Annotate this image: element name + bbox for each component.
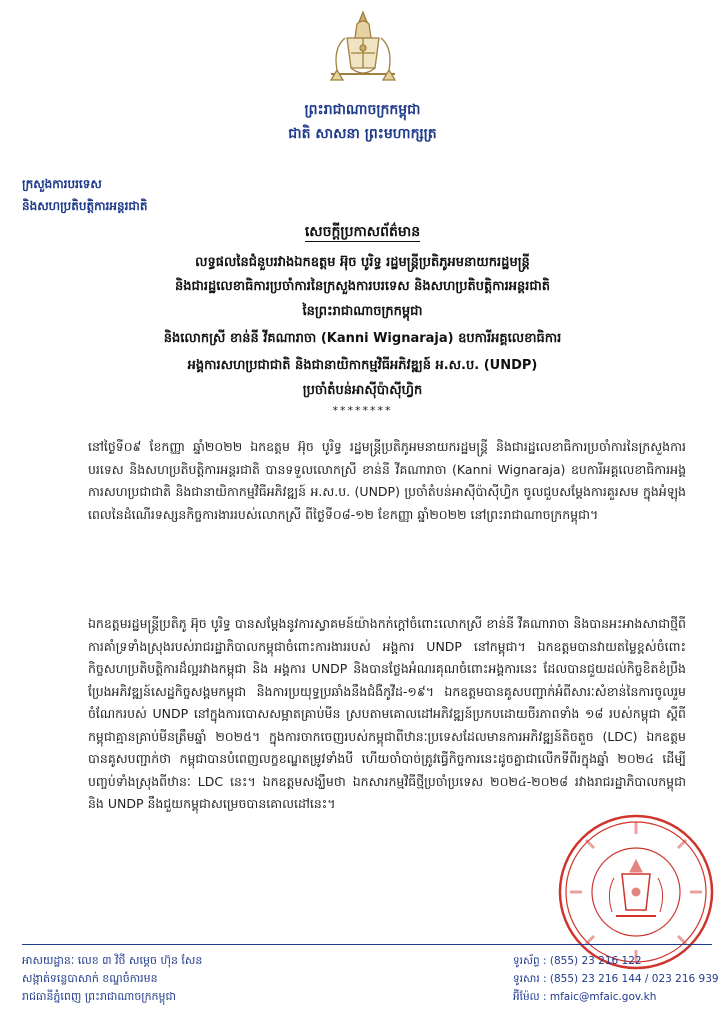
- email-address[interactable]: អ៊ីម៉ែល : mfaic@mfaic.gov.kh: [513, 991, 657, 1003]
- body-paragraph-1: នៅថ្ងៃទី០៩ ខែកញ្ញា ឆ្នាំ២០២២ ឯកឧត្តម អ៊ុច បូរិទ្ធ រដ្ឋមន្ត្រីប្រតិភូអមនាយករដ្ឋមន្ត្រី និងជារដ្ឋលេខាធិការប្រចាំការនៃក្រសួងការបរទេស និងសហប្រតិបត្តិការអន្តរជាតិ បានទទួលលោកស្រី ខាន់នី វីគណារាចា (Kanni Wignaraja) ឧបការីអគ្គលេខាធិការអង្គការសហប្រជាជាតិ និងជានាយិកាកម្មវិធីអភិវឌ្ឍន៍ អ.ស.ប. (UNDP) ប្រចាំតំបន់អាស៊ីប៉ាស៊ីហ្វិក ចូលជួបសម្តែងការគួរសម ក្នុងអំឡុងពេលនៃដំណើរទស្សនកិច្ចការងាររបស់លោកស្រី ពីថ្ងៃទី០៨-១២ ខែកញ្ញា ឆ្នាំ២០២២ នៅព្រះរាជាណាចក្រកម្ពុជា។: [88, 439, 686, 522]
- document-heading: [60, 222, 665, 243]
- kingdom-title: ព្រះរាជាណាចក្រកម្ពុជា: [304, 102, 421, 118]
- address-line-3: រាជធានីភ្នំពេញ ព្រះរាជាណាចក្រកម្ពុជា: [22, 990, 176, 1003]
- title-line-4: និងលោកស្រី ខាន់នី វីគណារាចា (Kanni Wignaraja) ឧបការីអគ្គលេខាធិការ: [163, 331, 562, 346]
- document-heading-text: សេចក្តីប្រកាសព័ត៌មាន: [304, 224, 421, 240]
- title-line-2: និងជារដ្ឋលេខាធិការប្រចាំការនៃក្រសួងការបរទេស និងសហប្រតិបត្តិការអន្តរជាតិ: [174, 279, 551, 294]
- title-line-1: លទ្ធផលនៃជំនួបរវាងឯកឧត្តម អ៊ុច បូរិទ្ធ រដ្ឋមន្ត្រីប្រតិភូអមនាយករដ្ឋមន្ត្រី: [195, 255, 530, 270]
- footer-address: [22, 952, 202, 1006]
- fax-number: ទូរសារ : (855) 23 216 144 / 023 216 939: [513, 973, 719, 985]
- national-motto: ជាតិ សាសនា ព្រះមហាក្សត្រ: [288, 126, 437, 142]
- body-paragraph-2: ឯកឧត្តមរដ្ឋមន្ត្រីប្រតិភូ អ៊ុច បូរិទ្ធ បានសម្តែងនូវការស្វាគមន៍យ៉ាងកក់ក្តៅចំពោះលោកស្រី ខាន់នី វីគណារាចា និងបានអះអាងសាជាថ្មីពីការគាំទ្រទាំងស្រុងរបស់រាជរដ្ឋាភិបាលកម្ពុជាចំពោះការងាររបស់ អង្គការ UNDP នៅកម្ពុជា។ ឯកឧត្តមបានវាយតម្លៃខ្ពស់ចំពោះកិច្ចសហប្រតិបត្តិការដ៏ល្អរវាងកម្ពុជា និង អង្គការ UNDP និងបានថ្លែងអំណរគុណចំពោះអង្គការនេះ ដែលបានជួយដល់កិច្ចខិតខំប្រឹងប្រែងអភិវឌ្ឍន៍សេដ្ឋកិច្ចសង្គមកម្ពុជា និងការប្រយុទ្ធប្រឆាំងនឹងជំងឺកូវីដ-១៩។ ឯកឧត្តមបានគូសបញ្ជាក់អំពីសារៈសំខាន់នៃការចូលរួមចំណែករបស់ UNDP នៅក្នុងការបោសសម្អាតគ្រាប់មីន ស្របតាមគោលដៅអភិវឌ្ឍន៍ប្រកបដោយចីរភាពទាំង ១៨ របស់កម្ពុជា ស្តីពីកម្ពុជាគ្មានគ្រាប់មីនត្រឹមឆ្នាំ ២០២៥។ ក្នុងការចាកចេញរបស់កម្ពុជាពីឋានៈប្រទេសដែលមានការអភិវឌ្ឍន៍តិចតួច (LDC) ឯកឧត្តមបានគូសបញ្ជាក់ថា កម្ពុជាបានបំពេញលក្ខខណ្ឌតម្រូវទាំងបី ហើយចាំបាច់ត្រូវធ្វើកិច្ចការនេះដូចគ្នាជាលើកទីពីរក្នុងឆ្នាំ ២០២៤ ដើម្បីបញ្ចប់ទាំងស្រុងពីឋានៈ LDC នេះ។ ឯកឧត្តមសង្ឃឹមថា ឯកសារកម្មវិធីថ្មីប្រចាំប្រទេស ២០២៤-២០២៨ រវាងរាជរដ្ឋាភិបាលកម្ពុជា និង UNDP នឹងជួយកម្ពុជាសម្រេចបានគោលដៅនេះ។: [88, 616, 686, 811]
- title-separator: ********: [332, 404, 393, 417]
- address-line-2: សង្កាត់ទន្លេបាសាក់ ខណ្ឌចំការមន: [22, 972, 158, 985]
- ministry-name-continued: និងសហប្រតិបត្តិការអន្តរជាតិ: [22, 199, 148, 213]
- footer-divider: [22, 944, 712, 945]
- title-line-6: ប្រចាំតំបន់អាស៊ីប៉ាស៊ីហ្វិក: [302, 383, 423, 398]
- footer-contact: [513, 952, 719, 1006]
- royal-emblem-icon: [317, 8, 409, 88]
- phone-number: ទូរស័ព្ទ : (855) 23 216 122: [513, 955, 642, 967]
- title-line-5: អង្គការសហប្រជាជាតិ និងជានាយិកាកម្មវិធីអភិវឌ្ឍន៍ អ.ស.ប. (UNDP): [187, 358, 538, 373]
- ministry-name: ក្រសួងការបរទេស: [22, 177, 102, 191]
- title-line-3: នៃព្រះរាជាណាចក្រកម្ពុជា: [302, 304, 423, 319]
- official-seal-icon: [556, 812, 716, 972]
- address-line-1: អាសយដ្ឋានៈ លេខ ៣ វិថី សម្តេច ហ៊ុន សែន: [22, 954, 203, 967]
